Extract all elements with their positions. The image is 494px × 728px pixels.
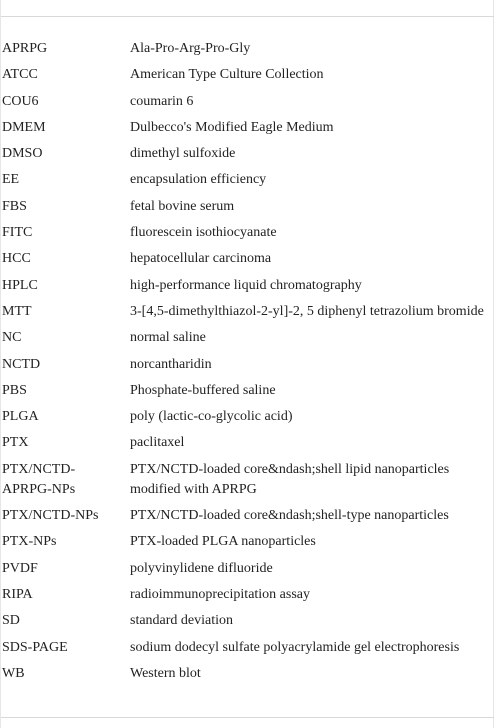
definition-cell: coumarin 6	[130, 93, 194, 109]
abbreviation-cell: PTX	[2, 435, 29, 451]
abbreviation-cell: NC	[2, 330, 22, 346]
abbreviation-cell: NCTD	[2, 356, 41, 372]
table-row	[1, 381, 494, 407]
table-row	[1, 532, 494, 558]
top-rule	[1, 16, 494, 17]
definition-cell: PTX/NCTD-loaded core&ndash;shell-type nanoparticles	[130, 508, 449, 524]
abbreviation-cell: PBS	[2, 382, 27, 398]
table-row	[1, 559, 494, 585]
definition-cell: poly (lactic-co-glycolic acid)	[130, 409, 293, 425]
definition-cell: Ala-Pro-Arg-Pro-Gly	[130, 41, 251, 56]
table-row	[1, 170, 494, 196]
abbreviation-cell: FBS	[2, 198, 27, 214]
abbreviation-cell: ATCC	[2, 67, 38, 83]
table-row	[1, 460, 494, 506]
table-row	[1, 328, 494, 354]
definition-cell: American Type Culture Collection	[130, 67, 324, 83]
definition-cell: normal saline	[130, 330, 206, 346]
abbreviation-cell: COU6	[2, 93, 39, 109]
table-row	[1, 506, 494, 532]
abbreviation-cell: PTX-NPs	[2, 534, 57, 550]
table-row	[1, 144, 494, 170]
abbreviation-cell: MTT	[2, 303, 32, 319]
table-row	[1, 611, 494, 637]
definition-cell: PTX/NCTD-loaded core&ndash;shell lipid nanoparticles modified with APRPG	[130, 461, 450, 497]
definition-cell: dimethyl sulfoxide	[130, 146, 236, 162]
abbreviation-cell: RIPA	[2, 586, 33, 602]
abbreviation-cell: WB	[2, 665, 25, 681]
definition-cell: polyvinylidene difluoride	[130, 560, 273, 576]
table-row	[1, 65, 494, 91]
table-row	[1, 302, 494, 328]
table-row	[1, 585, 494, 611]
definition-cell: Dulbecco's Modified Eagle Medium	[130, 119, 334, 135]
table-row	[1, 39, 494, 65]
table-row	[1, 433, 494, 459]
table-row	[1, 407, 494, 433]
table-row	[1, 276, 494, 302]
abbreviation-cell: PVDF	[2, 560, 38, 576]
definition-cell: high-performance liquid chromatography	[130, 277, 362, 293]
abbreviation-cell: DMEM	[2, 119, 46, 135]
definition-cell: PTX-loaded PLGA nanoparticles	[130, 534, 316, 550]
abbreviation-cell: SDS-PAGE	[2, 639, 68, 655]
definition-cell: norcantharidin	[130, 356, 212, 372]
abbreviation-cell: HPLC	[2, 277, 38, 293]
abbreviation-cell: HCC	[2, 251, 31, 267]
table-row	[1, 249, 494, 275]
definition-cell: fetal bovine serum	[130, 198, 235, 214]
table-row	[1, 664, 494, 690]
table-row	[1, 355, 494, 381]
table-row	[1, 638, 494, 664]
abbreviation-cell: SD	[2, 613, 20, 629]
abbreviation-cell: DMSO	[2, 146, 43, 162]
definition-cell: paclitaxel	[130, 435, 185, 451]
abbreviation-cell: PTX/NCTD-APRPG-NPs	[2, 461, 76, 497]
abbreviation-cell: FITC	[2, 225, 33, 241]
definition-cell: radioimmunoprecipitation assay	[130, 586, 311, 602]
definition-cell: Western blot	[130, 665, 201, 681]
abbreviation-cell: PTX/NCTD-NPs	[2, 508, 99, 524]
abbreviation-cell: EE	[2, 172, 20, 188]
definition-cell: Phosphate-buffered saline	[130, 382, 276, 398]
table-row	[1, 92, 494, 118]
abbreviation-cell: APRPG	[2, 41, 48, 56]
abbreviations-table	[1, 39, 494, 690]
definition-cell: standard deviation	[130, 613, 234, 629]
definition-cell: fluorescein isothiocyanate	[130, 225, 277, 241]
bottom-rule	[1, 717, 494, 718]
definition-cell: 3-[4,5-dimethylthiazol-2-yl]-2, 5 diphenyl tetrazolium bromide	[130, 303, 484, 319]
definition-cell: encapsulation efficiency	[130, 172, 267, 188]
table-row	[1, 197, 494, 223]
table-row	[1, 118, 494, 144]
definition-cell: sodium dodecyl sulfate polyacrylamide gel electrophoresis	[130, 639, 460, 655]
definition-cell: hepatocellular carcinoma	[130, 251, 272, 267]
table-row	[1, 223, 494, 249]
abbreviation-cell: PLGA	[2, 409, 39, 425]
